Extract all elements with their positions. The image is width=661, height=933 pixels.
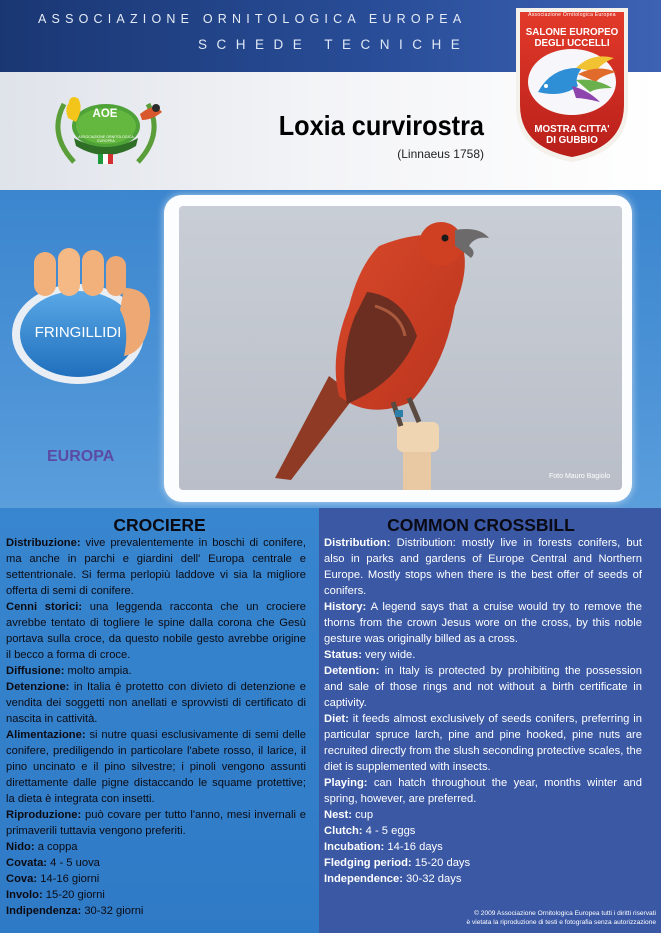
text-item xyxy=(6,663,306,679)
aoe-sub-line1: ASSOCIAZIONE ORNITOLOGICA xyxy=(78,135,134,139)
item-label: Covata: xyxy=(6,857,48,869)
english-title: COMMON CROSSBILL xyxy=(387,515,575,535)
org-name: ASSOCIAZIONE ORNITOLOGICA EUROPEA xyxy=(38,12,467,26)
badge-bottom-line2: DI GUBBIO xyxy=(546,135,598,146)
badge-bottom-text xyxy=(512,124,632,146)
item-text: it feeds almost exclusively of seeds conifers, preferring in particular spruce larch, pine and pine hooked, pine nuts are recruited directly from the slush seconding protective scales, the diet is supplemented with insects. xyxy=(324,713,642,773)
item-text: cup xyxy=(351,809,374,821)
item-label: Playing: xyxy=(324,777,368,789)
item-text: si nutre quasi esclusivamente di semi delle conifere, prediligendo in particolare l'abete rosso, il larice, il pino uncinato e il pino silvestre; i pinoli vengono assunti direttamente dalle pigne distaccando le squame protettive; la dieta è integrata con insetti. xyxy=(6,729,306,805)
item-label: Cova: xyxy=(6,873,38,885)
sheet-title: SCHEDE TECNICHE xyxy=(198,37,470,52)
aoe-logo-text: AOE xyxy=(92,108,118,120)
family-badge xyxy=(12,248,162,388)
item-label: Alimentazione: xyxy=(6,729,86,741)
text-item xyxy=(324,599,642,647)
aoe-logo-subtext xyxy=(68,135,144,143)
text-item xyxy=(6,887,306,903)
item-label: Clutch: xyxy=(324,825,363,837)
text-item xyxy=(324,775,642,807)
item-text: molto ampia. xyxy=(64,665,132,677)
item-label: Involo: xyxy=(6,889,43,901)
text-item xyxy=(324,839,642,855)
item-text: 4 - 5 eggs xyxy=(362,825,416,837)
text-item xyxy=(324,823,642,839)
species-author: (Linnaeus 1758) xyxy=(397,147,484,161)
item-label: Nest: xyxy=(324,809,352,821)
text-item xyxy=(324,807,642,823)
item-text: 4 - 5 uova xyxy=(47,857,100,869)
item-label: Status: xyxy=(324,649,362,661)
text-item xyxy=(6,855,306,871)
item-label: Diffusione: xyxy=(6,665,65,677)
region-label: EUROPA xyxy=(47,448,115,465)
item-label: Diet: xyxy=(324,713,349,725)
text-item xyxy=(6,903,306,919)
item-text: vive prevalentemente in boschi di conifere, ma anche in parchi e giardini dell' Europa centrale e settentrionale. Si ferma perlopiù laddove vi sia la migliore offerta di semi di conifere. xyxy=(6,537,306,597)
item-label: Riproduzione: xyxy=(6,809,82,821)
text-item xyxy=(6,807,306,839)
item-text: a coppa xyxy=(34,841,78,853)
item-label: Detention: xyxy=(324,665,380,677)
item-label: Independence: xyxy=(324,873,403,885)
text-item xyxy=(6,535,306,599)
copyright-line1: © 2009 Associazione Ornitologica Europea tutti i diritti riservati xyxy=(474,910,656,917)
item-text: can hatch throughout the year, months winter and spring, however, are preferred. xyxy=(324,777,642,805)
copyright-notice xyxy=(420,909,656,927)
badge-top-text xyxy=(512,27,632,49)
copyright-line2: è vietata la riproduzione di testi e fotografia senza autorizzazione xyxy=(466,919,656,926)
english-text xyxy=(324,535,642,887)
aoe-logo xyxy=(44,84,168,172)
item-text: 30-32 giorni xyxy=(81,905,144,917)
photo-credit: Foto Mauro Bagiolo xyxy=(549,473,611,480)
bird-photo xyxy=(179,206,622,490)
badge-top-line2: DEGLI UCCELLI xyxy=(534,38,610,49)
item-text: in Italy is protected by prohibiting the possession and sale of those rings and not without a birth certificate in captivity. xyxy=(324,665,642,709)
item-text: 14-16 days xyxy=(384,841,443,853)
item-label: Distribution: xyxy=(324,537,391,549)
item-text: una leggenda racconta che un crociere avrebbe tentato di togliere le spine dalla corona che Gesù portava sulla croce, da questo nobile gesto avrebbe origine il becco a forma di croce. xyxy=(6,601,306,661)
text-item xyxy=(6,839,306,855)
italian-text xyxy=(6,535,306,919)
item-label: Cenni storici: xyxy=(6,601,83,613)
item-label: Detenzione: xyxy=(6,681,70,693)
item-label: Distribuzione: xyxy=(6,537,81,549)
text-item xyxy=(324,663,642,711)
text-item xyxy=(324,855,642,871)
item-text: può covare per tutto l'anno, mesi invernali e primaverili tuttavia vengono preferiti. xyxy=(6,809,306,837)
item-text: 15-20 days xyxy=(411,857,471,869)
item-label: Indipendenza: xyxy=(6,905,82,917)
item-text: very wide. xyxy=(361,649,416,661)
text-item xyxy=(324,535,642,599)
aoe-sub-line2: EUROPEA xyxy=(97,139,115,143)
badge-top-line1: SALONE EUROPEO xyxy=(525,27,619,38)
species-name: Loxia curvirostra xyxy=(278,110,484,141)
text-item xyxy=(6,679,306,727)
badge-small-text: Associazione Ornitologica Europea xyxy=(528,12,616,18)
text-item xyxy=(324,647,642,663)
text-item xyxy=(6,727,306,807)
item-text: Distribution: mostly live in forests conifers, but also in parks and gardens of Europe Central and Northern Europe. Mostly stops when there is the best offer of seeds of conifers. xyxy=(324,537,642,597)
item-text: A legend says that a cruise would try to remove the thorns from the crown Jesus wore on the cross, by this noble gesture was originally billed as a cross. xyxy=(324,601,642,645)
item-text: 14-16 giorni xyxy=(37,873,100,885)
item-label: History: xyxy=(324,601,367,613)
text-item xyxy=(324,871,642,887)
item-text: in Italia è protetto con divieto di detenzione e vendita dei soggetti non anellati e sprovvisti di certificato di nascita in cattività. xyxy=(6,681,306,725)
text-item xyxy=(6,871,306,887)
family-label: FRINGILLIDI xyxy=(34,324,122,341)
item-text: 15-20 giorni xyxy=(42,889,105,901)
text-item xyxy=(6,599,306,663)
item-label: Incubation: xyxy=(324,841,385,853)
italian-title: CROCIERE xyxy=(113,515,206,535)
item-label: Nido: xyxy=(6,841,35,853)
text-item xyxy=(324,711,642,775)
item-text: 30-32 days xyxy=(402,873,462,885)
item-label: Fledging period: xyxy=(324,857,412,869)
badge-bottom-line1: MOSTRA CITTA' xyxy=(534,124,610,135)
